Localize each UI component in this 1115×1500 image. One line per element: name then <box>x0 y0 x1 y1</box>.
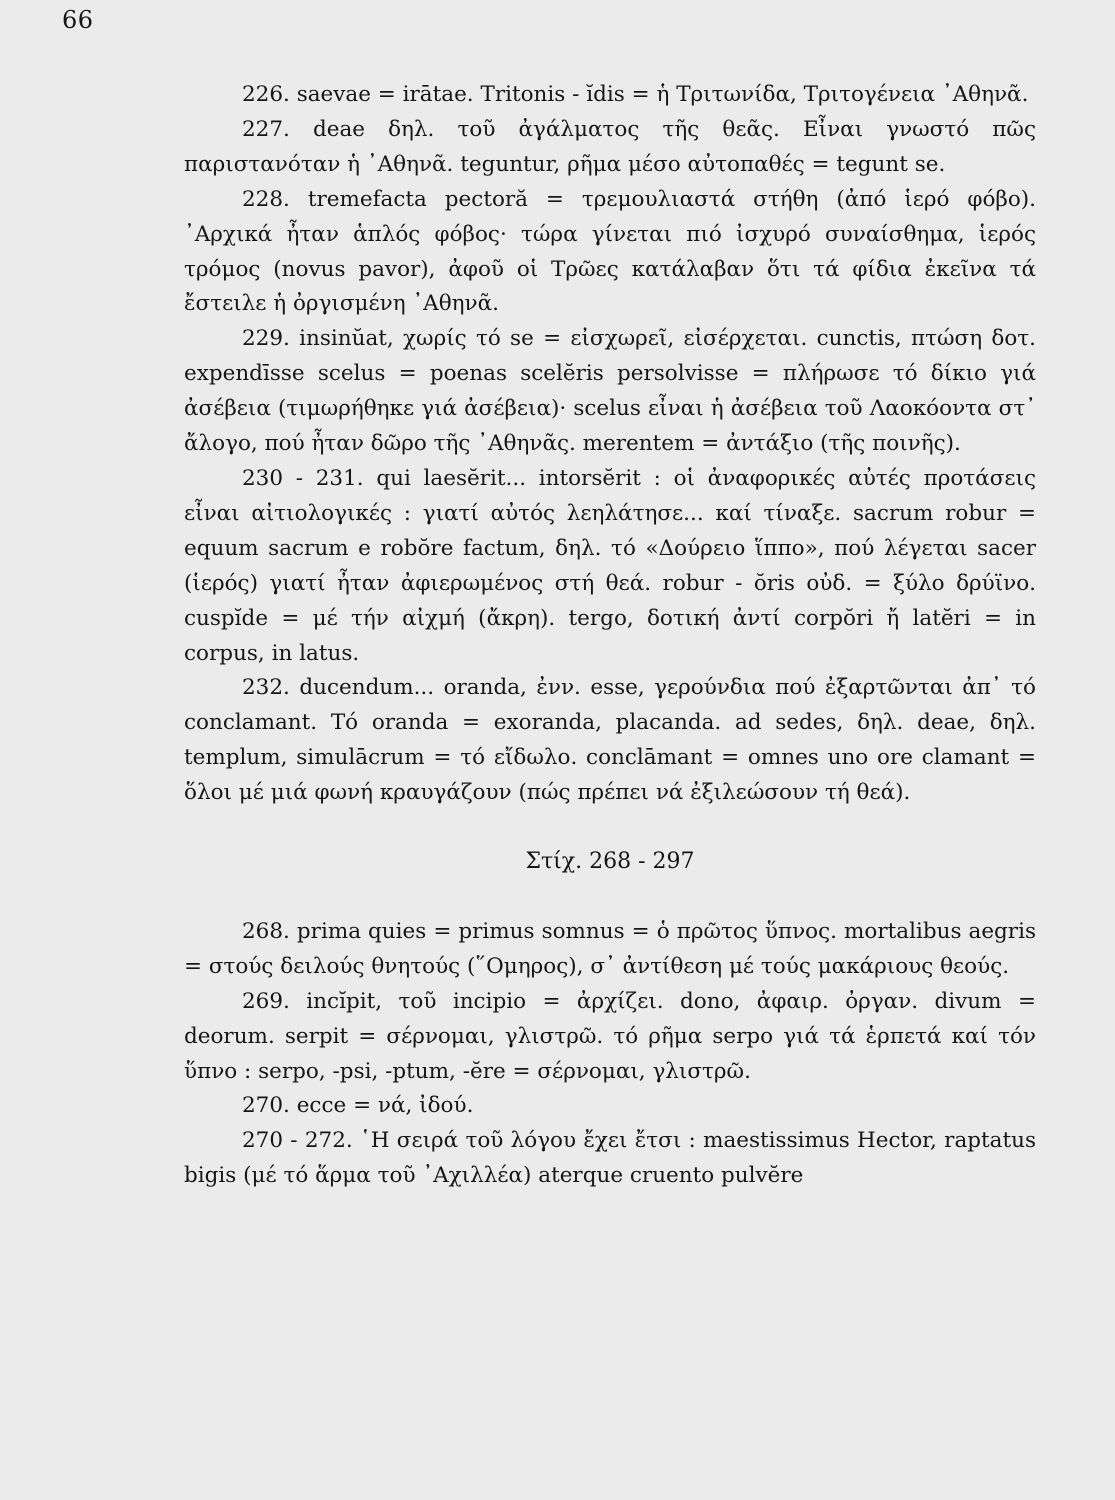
note-228: 228. tremefacta pectoră = τρεμουλιαστά στήθη (ἀπό ἱερό φόβο). ᾿Αρχικά ἦταν ἁπλός φόβος· τώρα γίνεται πιό ἰσχυρό συναίσθημα, ἱερός τρόμος (novus pavor), ἀφοῦ οἱ Τρῶες κατάλαβαν ὅτι τά φίδια ἐκεῖνα τά ἔστειλε ἡ ὀργισμένη ᾿Αθηνᾶ. <box>184 186 1036 317</box>
note-230-231: 230 - 231. qui laesĕrit... intorsĕrit : οἱ ἀναφορικές αὐτές προτάσεις εἶναι αἰτιολογικές : γιατί αὐτός λεηλάτησε... καί τίναξε. sacrum robur = equum sacrum e robŏre factum, δηλ. τό «Δούρειο ἵππο», πού λέγεται sacer (ἱερός) γιατί ἦταν ἀφιερωμένος στή θεά. robur - ŏris οὐδ. = ξύλο δρύϊνο. cuspĭde = μέ τήν αἰχμή (ἄκρη). tergo, δοτική ἀντί corpŏri ἤ latĕri = in corpus, in latus. <box>184 465 1036 666</box>
commentary-text <box>184 78 1036 1194</box>
note-226: 226. saevae = irātae. Tritonis - ĭdis = ἡ Τριτωνίδα, Τριτογένεια ᾿Αθηνᾶ. <box>242 82 1029 107</box>
section-heading: Στίχ. 268 - 297 <box>525 849 695 875</box>
note-232: 232. ducendum... oranda, ἐνν. esse, γερούνδια πού ἐξαρτῶνται ἀπ᾿ τό conclamant. Τό oranda = exoranda, placanda. ad sedes, δηλ. deae, δηλ. templum, simulācrum = τό εἴδωλο. conclāmant = omnes uno ore clamant = ὅλοι μέ μιά φωνή κραυγάζουν (πώς πρέπει νά ἐξιλεώσουν τή θεά). <box>184 675 1036 806</box>
note-227: 227. deae δηλ. τοῦ ἀγάλματος τῆς θεᾶς. Εἶναι γνωστό πῶς παριστανόταν ἡ ᾿Αθηνᾶ. teguntur, ρῆμα μέσο αὐτοπαθές = tegunt se. <box>184 116 1036 177</box>
note-270: 270. ecce = νά, ἰδού. <box>242 1093 474 1119</box>
note-270-272: 270 - 272. ῾Η σειρά τοῦ λόγου ἔχει ἔτσι : maestissimus Hector, raptatus bigis (μέ τό ἅρμα τοῦ ᾿Αχιλλέα) aterque cruento pulvĕre <box>184 1128 1036 1189</box>
note-268: 268. prima quies = primus somnus = ὁ πρῶτος ὕπνος. mortalibus aegris = στούς δειλούς θνητούς (῞Ομηρος), σ᾿ ἀντίθεση μέ τούς μακάριους θεούς. <box>184 918 1036 979</box>
note-229: 229. insinŭat, χωρίς τό se = εἰσχωρεῖ, εἰσέρχεται. cunctis, πτώση δοτ. expendīsse scelus = poenas scelĕris persolvisse = πλήρωσε τό δίκιο γιά ἀσέβεια (τιμωρήθηκε γιά ἀσέβεια)· scelus εἶναι ἡ ἀσέβεια τοῦ Λαοκόοντα στ᾿ ἄλογο, πού ἦταν δῶρο τῆς ᾿Αθηνᾶς. merentem = ἀντάξιο (τῆς ποινῆς). <box>184 326 1036 457</box>
page-number: 66 <box>62 6 94 34</box>
note-269: 269. incĭpit, τοῦ incipio = ἀρχίζει. dono, ἀφαιρ. ὀργαν. divum = deorum. serpit = σέρνομαι, γλιστρῶ. τό ρῆμα serpo γιά τά ἑρπετά καί τόν ὕπνο : serpo, -psi, -ptum, -ĕre = σέρνομαι, γλιστρῶ. <box>184 988 1036 1084</box>
